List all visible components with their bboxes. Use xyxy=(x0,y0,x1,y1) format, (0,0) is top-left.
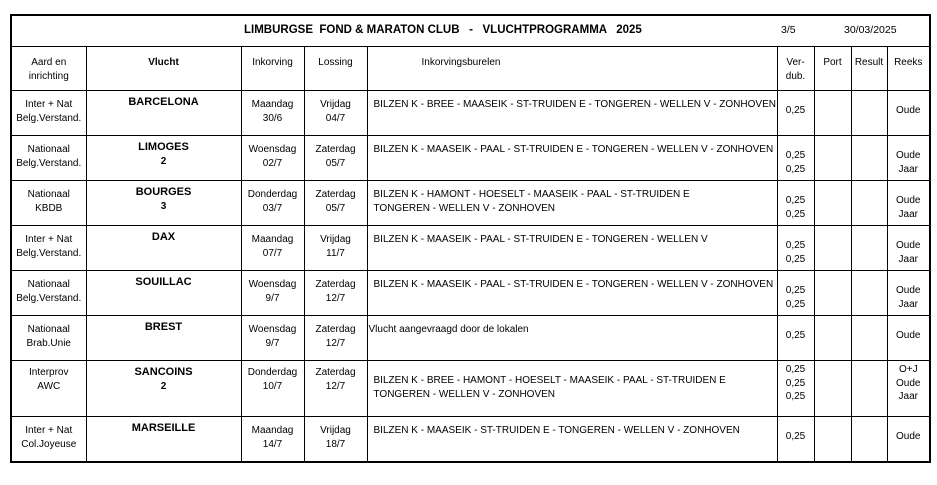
verdub-cell: 0,25 0,25 xyxy=(777,271,814,316)
lossing-cell: Zaterdag 12/7 xyxy=(304,361,367,417)
result-cell xyxy=(851,91,887,136)
port-cell xyxy=(814,271,851,316)
port-cell xyxy=(814,417,851,462)
inkorving-cell: Woensdag 9/7 xyxy=(241,271,304,316)
flight-rows xyxy=(11,91,930,462)
flight-name: BREST xyxy=(144,321,183,333)
verdub-cell: 0,25 xyxy=(777,91,814,136)
flight-name: LIMOGES xyxy=(138,141,189,153)
header-reeks: Reeks xyxy=(887,47,930,91)
port-cell xyxy=(814,136,851,181)
inkorving-cell: Maandag 07/7 xyxy=(241,226,304,271)
reeks-cell: Oude xyxy=(887,417,930,462)
result-cell xyxy=(851,361,887,417)
bureaus-cell: Vlucht aangevraagd door de lokalen xyxy=(367,316,777,361)
inkorving-cell: Donderdag 03/7 xyxy=(241,181,304,226)
lossing-cell: Vrijdag 11/7 xyxy=(304,226,367,271)
flight-name: SOUILLAC xyxy=(135,276,192,288)
aard-cell: Inter + Nat Belg.Verstand. xyxy=(11,226,86,271)
bureaus-cell: BILZEN K - BREE - HAMONT - HOESELT - MAASEIK - PAAL - ST-TRUIDEN E TONGEREN - WELLEN V - ZONHOVEN xyxy=(367,361,777,417)
flight-name: MARSEILLE xyxy=(131,422,196,434)
reeks-cell: Oude Jaar xyxy=(887,271,930,316)
document-date: 30/03/2025 xyxy=(844,24,897,36)
port-cell xyxy=(814,226,851,271)
vlucht-cell xyxy=(86,136,241,181)
flight-number: 3 xyxy=(160,200,167,212)
vlucht-cell xyxy=(86,361,241,417)
result-cell xyxy=(851,271,887,316)
aard-cell: Inter + Nat Belg.Verstand. xyxy=(11,91,86,136)
flight-name: SANCOINS xyxy=(134,366,193,378)
bureaus-cell: BILZEN K - MAASEIK - ST-TRUIDEN E - TONGEREN - WELLEN V - ZONHOVEN xyxy=(367,417,777,462)
vlucht-cell xyxy=(86,226,241,271)
vlucht-cell xyxy=(86,417,241,462)
verdub-cell: 0,25 0,25 xyxy=(777,136,814,181)
lossing-cell: Vrijdag 04/7 xyxy=(304,91,367,136)
inkorving-cell: Donderdag 10/7 xyxy=(241,361,304,417)
aard-cell: Nationaal Belg.Verstand. xyxy=(11,271,86,316)
reeks-cell: O+J Oude Jaar xyxy=(887,361,930,417)
port-cell xyxy=(814,316,851,361)
result-cell xyxy=(851,417,887,462)
lossing-cell: Vrijdag 18/7 xyxy=(304,417,367,462)
bureaus-cell: BILZEN K - BREE - MAASEIK - ST-TRUIDEN E - TONGEREN - WELLEN V - ZONHOVEN xyxy=(367,91,777,136)
reeks-cell: Oude Jaar xyxy=(887,226,930,271)
bureaus-cell: BILZEN K - MAASEIK - PAAL - ST-TRUIDEN E - TONGEREN - WELLEN V xyxy=(367,226,777,271)
port-cell xyxy=(814,181,851,226)
vlucht-cell xyxy=(86,181,241,226)
table-row xyxy=(11,361,930,417)
vlucht-cell xyxy=(86,91,241,136)
bureaus-cell: BILZEN K - HAMONT - HOESELT - MAASEIK - PAAL - ST-TRUIDEN E TONGEREN - WELLEN V - ZONHOVEN xyxy=(367,181,777,226)
programme-sheet xyxy=(10,14,929,463)
inkorving-cell: Woensdag 9/7 xyxy=(241,316,304,361)
verdub-cell: 0,25 xyxy=(777,417,814,462)
flight-program-table xyxy=(10,14,931,463)
vlucht-cell xyxy=(86,271,241,316)
lossing-cell: Zaterdag 12/7 xyxy=(304,316,367,361)
flight-name: BOURGES xyxy=(135,186,192,198)
table-row xyxy=(11,136,930,181)
lossing-cell: Zaterdag 05/7 xyxy=(304,181,367,226)
bureaus-cell: BILZEN K - MAASEIK - PAAL - ST-TRUIDEN E - TONGEREN - WELLEN V - ZONHOVEN xyxy=(367,136,777,181)
reeks-cell: Oude Jaar xyxy=(887,181,930,226)
aard-cell: Nationaal Brab.Unie xyxy=(11,316,86,361)
header-verdub: Ver- dub. xyxy=(777,47,814,91)
result-cell xyxy=(851,181,887,226)
lossing-cell: Zaterdag 05/7 xyxy=(304,136,367,181)
table-row xyxy=(11,226,930,271)
header-bureaus: Inkorvingsburelen xyxy=(367,47,777,91)
aard-cell: Nationaal Belg.Verstand. xyxy=(11,136,86,181)
lossing-cell: Zaterdag 12/7 xyxy=(304,271,367,316)
aard-cell: Inter + Nat Col.Joyeuse xyxy=(11,417,86,462)
header-lossing: Lossing xyxy=(304,47,367,91)
result-cell xyxy=(851,226,887,271)
verdub-cell: 0,25 xyxy=(777,316,814,361)
header-port: Port xyxy=(814,47,851,91)
flight-name: BARCELONA xyxy=(128,96,199,108)
header-vlucht: Vlucht xyxy=(86,47,241,91)
reeks-cell: Oude xyxy=(887,91,930,136)
header-inkorving: Inkorving xyxy=(241,47,304,91)
vlucht-cell xyxy=(86,316,241,361)
verdub-cell: 0,25 0,25 xyxy=(777,226,814,271)
flight-number: 2 xyxy=(160,155,167,167)
flight-number: 2 xyxy=(160,380,167,392)
aard-cell: Interprov AWC xyxy=(11,361,86,417)
verdub-cell: 0,25 0,25 0,25 xyxy=(777,361,814,417)
flight-name: DAX xyxy=(151,231,176,243)
table-row xyxy=(11,91,930,136)
inkorving-cell: Maandag 30/6 xyxy=(241,91,304,136)
table-row xyxy=(11,316,930,361)
table-row xyxy=(11,271,930,316)
result-cell xyxy=(851,136,887,181)
port-cell xyxy=(814,91,851,136)
reeks-cell: Oude xyxy=(887,316,930,361)
inkorving-cell: Woensdag 02/7 xyxy=(241,136,304,181)
page-number: 3/5 xyxy=(781,24,796,36)
inkorving-cell: Maandag 14/7 xyxy=(241,417,304,462)
verdub-cell: 0,25 0,25 xyxy=(777,181,814,226)
title-cell xyxy=(11,15,930,47)
aard-cell: Nationaal KBDB xyxy=(11,181,86,226)
table-row xyxy=(11,417,930,462)
bureaus-cell: BILZEN K - MAASEIK - PAAL - ST-TRUIDEN E - TONGEREN - WELLEN V - ZONHOVEN xyxy=(367,271,777,316)
reeks-cell: Oude Jaar xyxy=(887,136,930,181)
port-cell xyxy=(814,361,851,417)
header-aard: Aard en inrichting xyxy=(11,47,86,91)
page-title: LIMBURGSE FOND & MARATON CLUB - VLUCHTPROGRAMMA 2025 xyxy=(244,24,642,36)
result-cell xyxy=(851,316,887,361)
header-result: Result xyxy=(851,47,887,91)
table-row xyxy=(11,181,930,226)
column-header-row xyxy=(11,47,930,91)
title-row xyxy=(11,15,930,47)
